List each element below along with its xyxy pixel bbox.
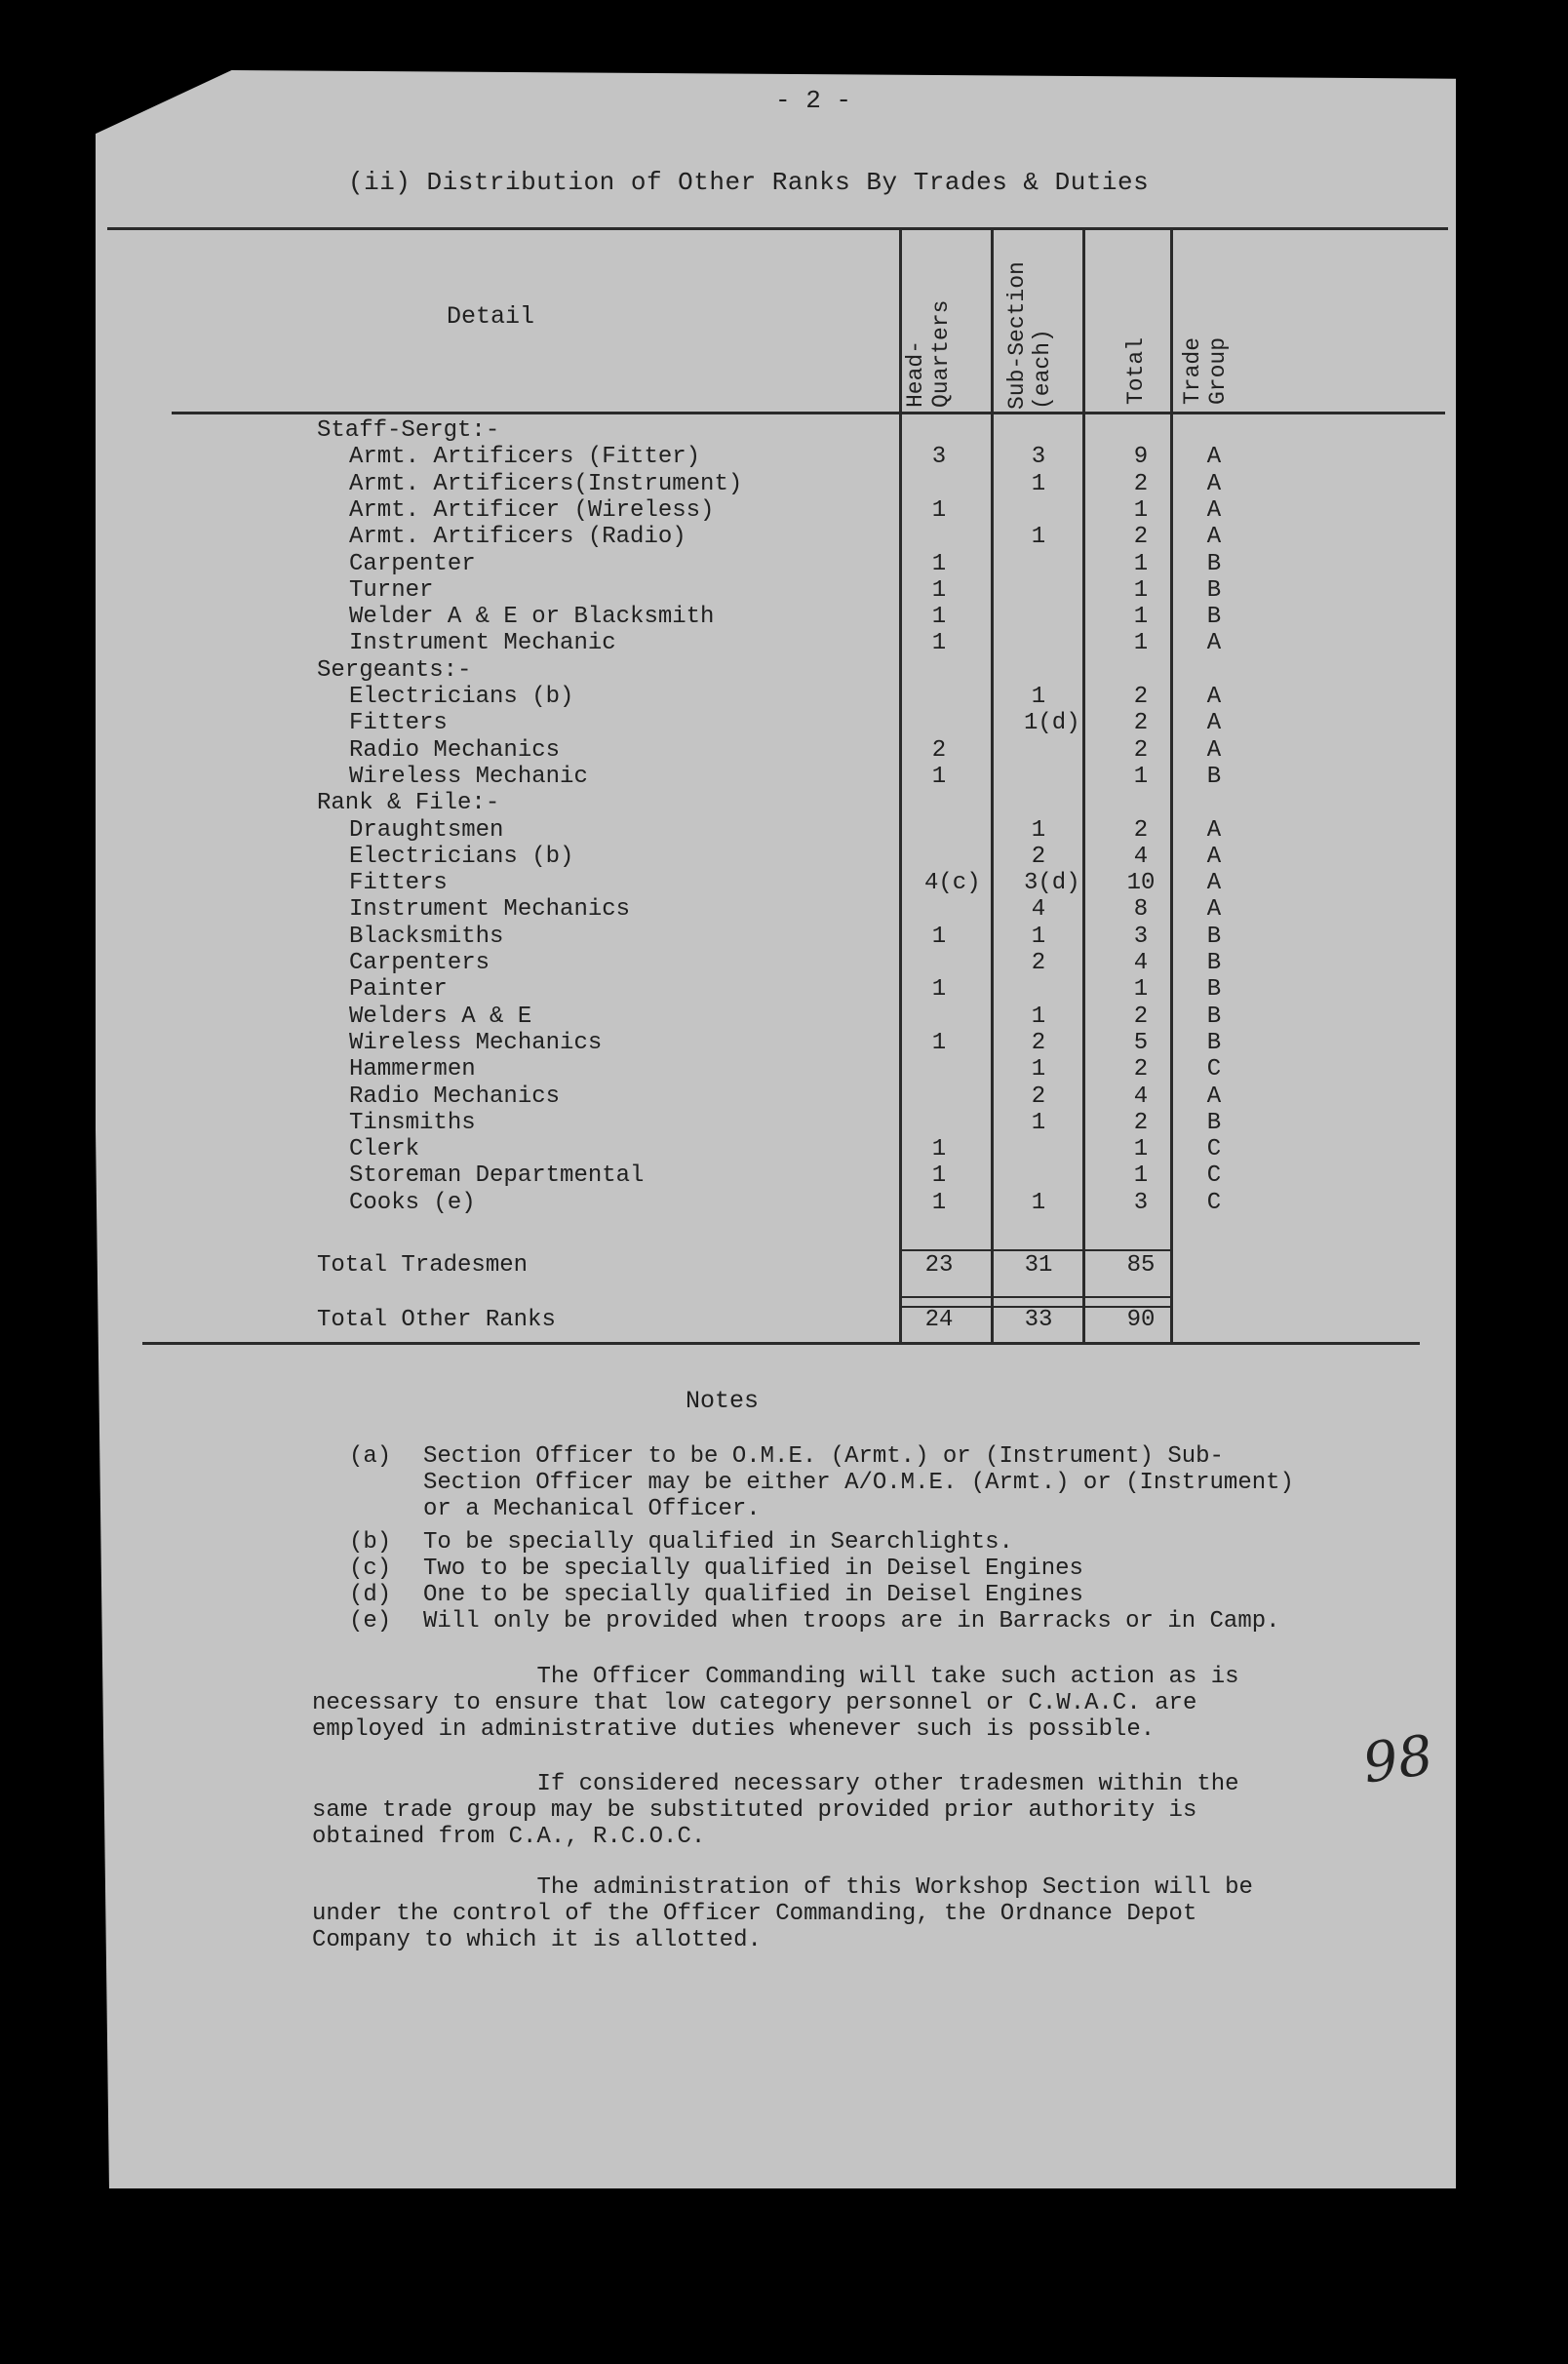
row-detail: Armt. Artificer (Wireless) <box>349 497 715 524</box>
row-subsection: 1 <box>1031 524 1046 550</box>
header-subsection: Sub-Section (each) <box>1004 261 1055 410</box>
table-bottom-rule <box>142 1342 1420 1345</box>
row-headquarters: 1 <box>931 1030 947 1056</box>
header-total: Total <box>1123 336 1149 405</box>
row-headquarters: 1 <box>931 924 947 950</box>
row-total: 2 <box>1133 710 1149 736</box>
row-trade-group: A <box>1206 1084 1222 1110</box>
row-subsection: 1 <box>1031 1110 1046 1136</box>
total-tradesmen-box-top <box>899 1249 1173 1251</box>
row-total: 10 <box>1126 870 1156 896</box>
row-headquarters: 1 <box>931 497 947 524</box>
row-total: 1 <box>1133 577 1149 604</box>
page-number: - 2 - <box>775 86 852 115</box>
table-row <box>0 896 1568 924</box>
total-other-ranks-label: Total Other Ranks <box>317 1307 556 1333</box>
row-headquarters: 1 <box>931 764 947 790</box>
row-trade-group: A <box>1206 524 1222 550</box>
row-headquarters: 1 <box>931 976 947 1003</box>
note-a-text: Section Officer to be O.M.E. (Armt.) or (Instrument) Sub- Section Officer may be either A/O.M.E. (Armt.) or (Instrument) or a Mechanical Officer. <box>423 1443 1294 1522</box>
row-detail: Armt. Artificers (Fitter) <box>349 444 701 470</box>
total-tradesmen-label: Total Tradesmen <box>317 1252 529 1279</box>
row-detail: Electricians (b) <box>349 684 574 710</box>
row-total: 1 <box>1133 551 1149 577</box>
row-subsection: 3(d) <box>1024 870 1080 896</box>
table-row <box>0 630 1568 657</box>
total-tradesmen-box-bottom <box>899 1296 1173 1298</box>
row-trade-group: A <box>1206 817 1222 844</box>
row-total: 2 <box>1133 1056 1149 1083</box>
total-tradesmen-total: 85 <box>1126 1252 1156 1279</box>
row-detail: Armt. Artificers(Instrument) <box>349 471 743 497</box>
row-subsection: 2 <box>1031 1030 1046 1056</box>
table-row <box>0 684 1568 711</box>
row-detail: Cooks (e) <box>349 1190 476 1216</box>
table-row <box>0 737 1568 765</box>
table-row <box>0 471 1568 498</box>
header-bottom-rule <box>172 412 1445 414</box>
row-trade-group: A <box>1206 471 1222 497</box>
handwritten-number: 98 <box>1358 1723 1437 1796</box>
header-trade-group: Trade Group <box>1180 336 1231 405</box>
row-detail: Welder A & E or Blacksmith <box>349 604 715 630</box>
row-headquarters: 1 <box>931 1162 947 1189</box>
table-row <box>0 657 1568 685</box>
row-trade-group: B <box>1206 1030 1222 1056</box>
row-detail: Carpenters <box>349 950 490 976</box>
note-e-text: Will only be provided when troops are in Barracks or in Camp. <box>423 1608 1280 1635</box>
row-total: 9 <box>1133 444 1149 470</box>
note-b-text: To be specially qualified in Searchlights. <box>423 1529 1013 1556</box>
row-subsection: 2 <box>1031 844 1046 870</box>
note-b-label: (b) <box>349 1529 392 1556</box>
row-detail: Wireless Mechanic <box>349 764 588 790</box>
table-row <box>0 1190 1568 1217</box>
row-detail: Armt. Artificers (Radio) <box>349 524 686 550</box>
row-trade-group: B <box>1206 604 1222 630</box>
total-tradesmen-hq: 23 <box>924 1252 954 1279</box>
row-headquarters: 4(c) <box>924 870 981 896</box>
row-subsection: 1 <box>1031 471 1046 497</box>
note-c-text: Two to be specially qualified in Deisel Engines <box>423 1556 1083 1582</box>
row-trade-group: C <box>1206 1136 1222 1162</box>
total-tradesmen-ss: 31 <box>1024 1252 1053 1279</box>
table-row <box>0 551 1568 578</box>
row-trade-group: A <box>1206 497 1222 524</box>
row-total: 2 <box>1133 817 1149 844</box>
row-trade-group: A <box>1206 844 1222 870</box>
table-row <box>0 417 1568 445</box>
row-total: 2 <box>1133 1004 1149 1030</box>
row-total: 2 <box>1133 524 1149 550</box>
row-detail: Fitters <box>349 710 448 736</box>
row-total: 1 <box>1133 976 1149 1003</box>
row-detail: Welders A & E <box>349 1004 532 1030</box>
row-headquarters: 1 <box>931 1190 947 1216</box>
row-subsection: 2 <box>1031 1084 1046 1110</box>
row-trade-group: B <box>1206 1004 1222 1030</box>
table-row <box>0 1004 1568 1031</box>
table-row <box>0 604 1568 631</box>
row-total: 4 <box>1133 950 1149 976</box>
note-d-label: (d) <box>349 1582 392 1608</box>
row-detail: Instrument Mechanic <box>349 630 616 656</box>
note-a-label: (a) <box>349 1443 392 1470</box>
row-headquarters: 1 <box>931 604 947 630</box>
row-total: 2 <box>1133 1110 1149 1136</box>
row-total: 1 <box>1133 764 1149 790</box>
table-row <box>0 524 1568 551</box>
row-detail: Draughtsmen <box>349 817 504 844</box>
row-trade-group: B <box>1206 924 1222 950</box>
table-row <box>0 1084 1568 1111</box>
table-row <box>0 870 1568 897</box>
row-detail: Carpenter <box>349 551 476 577</box>
row-trade-group: C <box>1206 1162 1222 1189</box>
row-trade-group: B <box>1206 976 1222 1003</box>
row-total: 2 <box>1133 684 1149 710</box>
paragraph-substitution: If considered necessary other tradesmen within the same trade group may be substituted provided prior authority is obtained from C.A., R.C.O.C. <box>312 1771 1239 1850</box>
row-subsection: 1 <box>1031 684 1046 710</box>
row-trade-group: C <box>1206 1190 1222 1216</box>
note-e-label: (e) <box>349 1608 392 1635</box>
row-total: 3 <box>1133 1190 1149 1216</box>
row-detail: Wireless Mechanics <box>349 1030 603 1056</box>
row-detail: Clerk <box>349 1136 420 1162</box>
table-row <box>0 1110 1568 1137</box>
table-row <box>0 710 1568 737</box>
table-row <box>0 497 1568 525</box>
row-trade-group: C <box>1206 1056 1222 1083</box>
row-subsection: 1 <box>1031 924 1046 950</box>
row-trade-group: B <box>1206 1110 1222 1136</box>
row-headquarters: 3 <box>931 444 947 470</box>
row-trade-group: A <box>1206 630 1222 656</box>
row-trade-group: A <box>1206 444 1222 470</box>
total-tradesmen-row <box>0 1252 1568 1280</box>
row-trade-group: A <box>1206 737 1222 764</box>
row-total: 1 <box>1133 604 1149 630</box>
paragraph-officer-commanding: The Officer Commanding will take such action as is necessary to ensure that low category personnel or C.W.A.C. are employed in administrative duties whenever such is possible. <box>312 1664 1239 1743</box>
row-subsection: 4 <box>1031 896 1046 923</box>
row-total: 3 <box>1133 924 1149 950</box>
row-detail: Radio Mechanics <box>349 737 561 764</box>
row-trade-group: A <box>1206 896 1222 923</box>
table-row <box>0 1162 1568 1190</box>
table-row <box>0 444 1568 471</box>
row-subsection: 3 <box>1031 444 1046 470</box>
table-row <box>0 1136 1568 1163</box>
table-row <box>0 790 1568 817</box>
row-headquarters: 1 <box>931 630 947 656</box>
table-row <box>0 764 1568 791</box>
row-total: 2 <box>1133 737 1149 764</box>
table-row <box>0 976 1568 1004</box>
row-detail: Radio Mechanics <box>349 1084 561 1110</box>
row-detail: Blacksmiths <box>349 924 504 950</box>
row-trade-group: B <box>1206 577 1222 604</box>
row-subsection: 1 <box>1031 1190 1046 1216</box>
row-trade-group: A <box>1206 684 1222 710</box>
row-total: 2 <box>1133 471 1149 497</box>
row-detail: Staff-Sergt:- <box>317 417 500 444</box>
table-row <box>0 1056 1568 1084</box>
note-c-label: (c) <box>349 1556 392 1582</box>
row-total: 1 <box>1133 630 1149 656</box>
row-total: 8 <box>1133 896 1149 923</box>
row-trade-group: A <box>1206 710 1222 736</box>
table-top-rule <box>107 227 1448 230</box>
table-title: (ii) Distribution of Other Ranks By Trades & Duties <box>348 168 1150 197</box>
notes-heading: Notes <box>686 1387 760 1415</box>
row-total: 1 <box>1133 497 1149 524</box>
row-trade-group: B <box>1206 764 1222 790</box>
row-total: 5 <box>1133 1030 1149 1056</box>
row-subsection: 1(d) <box>1024 710 1080 736</box>
row-trade-group: B <box>1206 950 1222 976</box>
row-headquarters: 2 <box>931 737 947 764</box>
total-other-ranks-total: 90 <box>1126 1307 1156 1333</box>
row-detail: Painter <box>349 976 448 1003</box>
row-subsection: 1 <box>1031 817 1046 844</box>
total-other-ranks-row <box>0 1307 1568 1334</box>
row-detail: Instrument Mechanics <box>349 896 631 923</box>
table-row <box>0 577 1568 605</box>
row-headquarters: 1 <box>931 577 947 604</box>
row-detail: Hammermen <box>349 1056 476 1083</box>
row-headquarters: 1 <box>931 551 947 577</box>
row-total: 4 <box>1133 844 1149 870</box>
header-headquarters: Head- Quarters <box>903 299 954 408</box>
row-detail: Storeman Departmental <box>349 1162 645 1189</box>
row-detail: Tinsmiths <box>349 1110 476 1136</box>
row-subsection: 1 <box>1031 1056 1046 1083</box>
paragraph-administration: The administration of this Workshop Section will be under the control of the Officer Commanding, the Ordnance Depot Company to which it is allotted. <box>312 1874 1253 1953</box>
row-detail: Rank & File:- <box>317 790 500 816</box>
row-trade-group: A <box>1206 870 1222 896</box>
header-detail: Detail <box>447 302 535 331</box>
row-detail: Turner <box>349 577 434 604</box>
row-headquarters: 1 <box>931 1136 947 1162</box>
row-detail: Fitters <box>349 870 448 896</box>
table-row <box>0 950 1568 977</box>
total-other-ranks-hq: 24 <box>924 1307 954 1333</box>
row-trade-group: B <box>1206 551 1222 577</box>
row-total: 4 <box>1133 1084 1149 1110</box>
table-row <box>0 924 1568 951</box>
table-row <box>0 817 1568 845</box>
row-detail: Sergeants:- <box>317 657 472 684</box>
row-subsection: 1 <box>1031 1004 1046 1030</box>
note-d-text: One to be specially qualified in Deisel Engines <box>423 1582 1083 1608</box>
total-other-ranks-ss: 33 <box>1024 1307 1053 1333</box>
row-detail: Electricians (b) <box>349 844 574 870</box>
table-row <box>0 844 1568 871</box>
row-total: 1 <box>1133 1162 1149 1189</box>
table-row <box>0 1030 1568 1057</box>
row-subsection: 2 <box>1031 950 1046 976</box>
row-total: 1 <box>1133 1136 1149 1162</box>
